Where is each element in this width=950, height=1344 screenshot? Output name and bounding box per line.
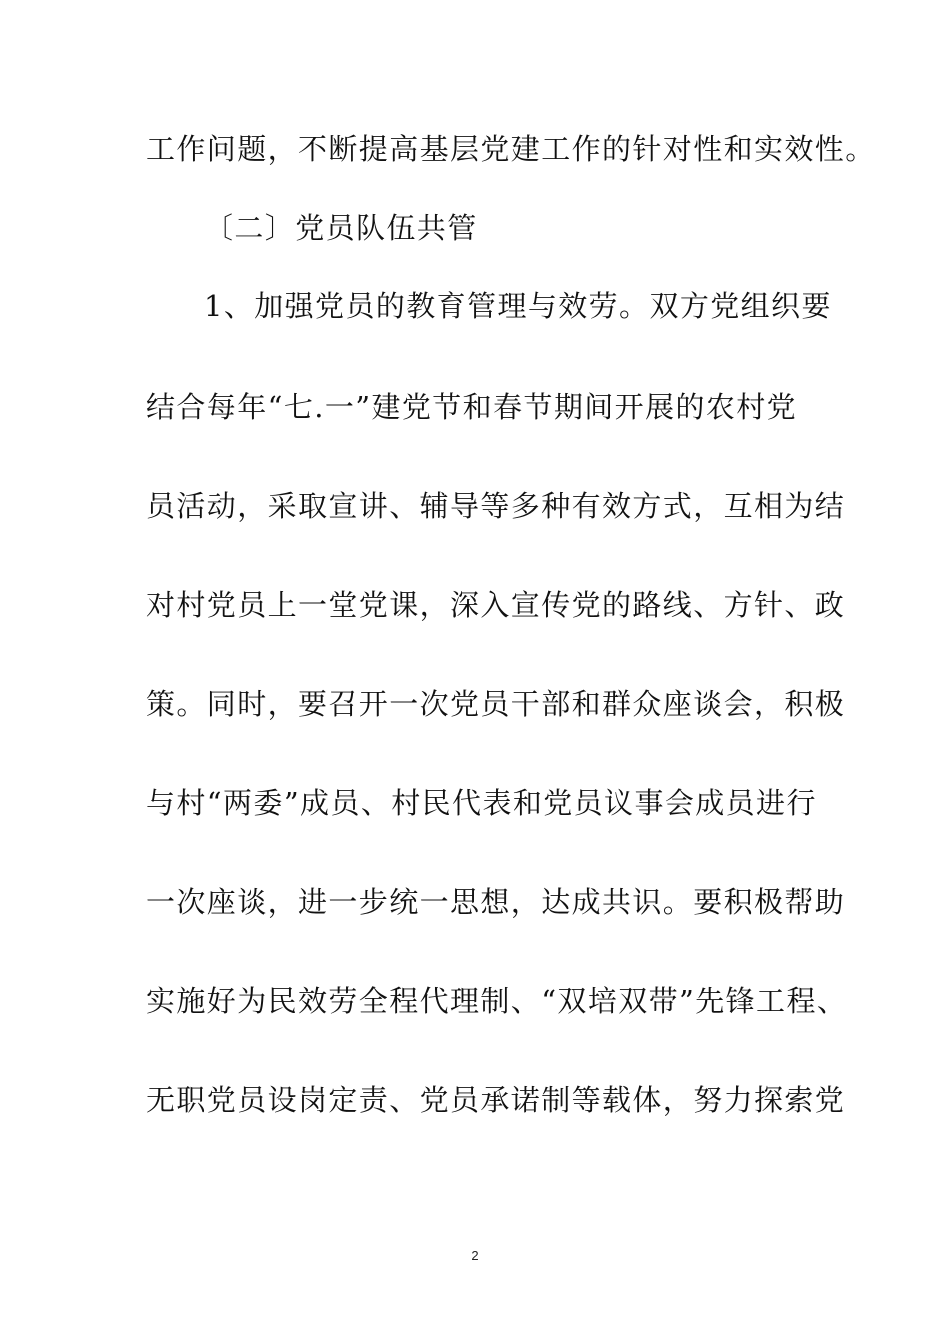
body-text-line: 员活动，采取宣讲、辅导等多种有效方式，互相为结 — [146, 489, 846, 523]
body-text-line: 工作问题，不断提高基层党建工作的针对性和实效性。 — [146, 132, 876, 166]
body-text-line: 1、加强党员的教育管理与效劳。双方党组织要 — [204, 289, 832, 323]
body-text-line: 与村“两委”成员、村民代表和党员议事会成员进行 — [146, 786, 817, 820]
body-text-line: 对村党员上一堂党课，深入宣传党的路线、方针、政 — [146, 588, 846, 622]
page-number: 2 — [471, 1248, 479, 1263]
section-heading: 〔二〕党员队伍共管 — [204, 211, 478, 245]
body-text-line: 实施好为民效劳全程代理制、“双培双带”先锋工程、 — [146, 984, 848, 1018]
body-text-line: 结合每年“七.一”建党节和春节期间开展的农村党 — [146, 390, 798, 424]
body-text-line: 一次座谈，进一步统一思想，达成共识。要积极帮助 — [146, 885, 846, 919]
body-text-line: 策。同时，要召开一次党员干部和群众座谈会，积极 — [146, 687, 846, 721]
body-text-line: 无职党员设岗定责、党员承诺制等载体，努力探索党 — [146, 1083, 846, 1117]
